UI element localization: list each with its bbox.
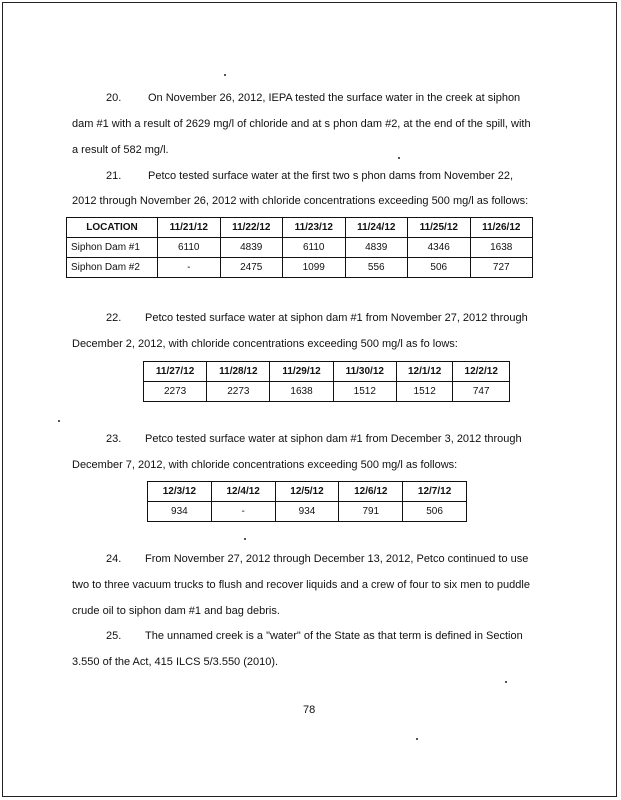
table-cell: 506 xyxy=(403,502,467,522)
table-header-cell: 11/28/12 xyxy=(207,362,270,382)
table-cell: 2273 xyxy=(144,382,207,402)
paragraph-line: The unnamed creek is a "water" of the State as that term is defined in Section xyxy=(145,630,523,642)
scan-speck xyxy=(244,538,246,540)
row-label: Siphon Dam #2 xyxy=(67,258,158,278)
paragraph-line: On November 26, 2012, IEPA tested the surface water in the creek at siphon xyxy=(148,92,521,104)
paragraph-line: dam #1 with a result of 2629 mg/l of chloride and at s phon dam #2, at the end of the spill, with xyxy=(72,118,531,130)
scan-speck xyxy=(416,738,418,740)
paragraph-line: two to three vacuum trucks to flush and recover liquids and a crew of four to six men to puddle xyxy=(72,579,530,591)
paragraph-number: 21. xyxy=(106,170,122,182)
table-cell: 506 xyxy=(408,258,471,278)
table-cell: - xyxy=(158,258,221,278)
paragraph-line: Petco tested surface water at the first two s phon dams from November 22, xyxy=(148,170,513,182)
table-cell: 556 xyxy=(345,258,408,278)
table-header-cell: 12/6/12 xyxy=(339,482,403,502)
paragraph-number: 25. xyxy=(106,630,122,642)
paragraph-number: 22. xyxy=(106,312,122,324)
paragraph-line: From November 27, 2012 through December 13, 2012, Petco continued to use xyxy=(145,553,529,565)
table-header-cell: 12/1/12 xyxy=(396,362,453,382)
paragraph-line: 2012 through November 26, 2012 with chloride concentrations exceeding 500 mg/l as follows: xyxy=(72,195,529,207)
table-header-cell: 12/3/12 xyxy=(148,482,212,502)
paragraph-number: 23. xyxy=(106,433,122,445)
scan-speck xyxy=(58,420,60,422)
table-cell: 4839 xyxy=(220,238,283,258)
table-cell: 6110 xyxy=(158,238,221,258)
paragraph-line: Petco tested surface water at siphon dam #1 from December 3, 2012 through xyxy=(145,433,522,445)
scan-speck xyxy=(505,681,507,683)
table-row xyxy=(148,502,467,522)
table-cell: 1512 xyxy=(333,382,396,402)
table-cell: 791 xyxy=(339,502,403,522)
table-header-cell: 12/7/12 xyxy=(403,482,467,502)
paragraph-line: Petco tested surface water at siphon dam #1 from November 27, 2012 through xyxy=(145,312,528,324)
table-cell: - xyxy=(211,502,275,522)
chloride-table-siphon-dams xyxy=(66,217,533,278)
paragraph-line: 3.550 of the Act, 415 ILCS 5/3.550 (2010). xyxy=(72,656,279,668)
table-header-cell: 11/22/12 xyxy=(220,218,283,238)
table-cell: 1638 xyxy=(270,382,333,402)
table-cell: 2273 xyxy=(207,382,270,402)
paragraph-line: crude oil to siphon dam #1 and bag debris. xyxy=(72,605,280,617)
table-header-cell: 11/26/12 xyxy=(470,218,533,238)
table-cell: 4839 xyxy=(345,238,408,258)
table-header-cell: 12/5/12 xyxy=(275,482,339,502)
table-row xyxy=(67,258,533,278)
table-header-cell: 11/27/12 xyxy=(144,362,207,382)
table-header-row xyxy=(67,218,533,238)
table-cell: 1512 xyxy=(396,382,453,402)
table-cell: 6110 xyxy=(283,238,346,258)
table-header-cell: 11/30/12 xyxy=(333,362,396,382)
paragraph-line: December 7, 2012, with chloride concentrations exceeding 500 mg/l as follows: xyxy=(72,459,458,471)
scan-speck xyxy=(224,74,226,76)
table-header-cell: 11/23/12 xyxy=(283,218,346,238)
table-header-cell: 11/21/12 xyxy=(158,218,221,238)
table-row xyxy=(67,238,533,258)
table-cell: 1099 xyxy=(283,258,346,278)
table-header-cell: LOCATION xyxy=(67,218,158,238)
table-header-row xyxy=(144,362,510,382)
paragraph-number: 24. xyxy=(106,553,122,565)
table-cell: 1638 xyxy=(470,238,533,258)
row-label: Siphon Dam #1 xyxy=(67,238,158,258)
table-header-cell: 11/25/12 xyxy=(408,218,471,238)
paragraph-number: 20. xyxy=(106,92,122,104)
paragraph-line: a result of 582 mg/l. xyxy=(72,144,169,156)
table-cell: 934 xyxy=(275,502,339,522)
table-cell: 934 xyxy=(148,502,212,522)
scan-speck xyxy=(398,157,400,159)
table-cell: 747 xyxy=(453,382,510,402)
paragraph-line: December 2, 2012, with chloride concentrations exceeding 500 mg/l as fo lows: xyxy=(72,338,458,350)
page-number: 78 xyxy=(303,704,316,716)
chloride-table-siphon-dam-1-late-nov xyxy=(143,361,510,402)
table-cell: 4346 xyxy=(408,238,471,258)
table-cell: 2475 xyxy=(220,258,283,278)
table-header-cell: 11/29/12 xyxy=(270,362,333,382)
table-header-cell: 11/24/12 xyxy=(345,218,408,238)
table-cell: 727 xyxy=(470,258,533,278)
chloride-table-siphon-dam-1-early-dec xyxy=(147,481,467,522)
table-header-row xyxy=(148,482,467,502)
table-header-cell: 12/2/12 xyxy=(453,362,510,382)
table-row xyxy=(144,382,510,402)
table-header-cell: 12/4/12 xyxy=(211,482,275,502)
